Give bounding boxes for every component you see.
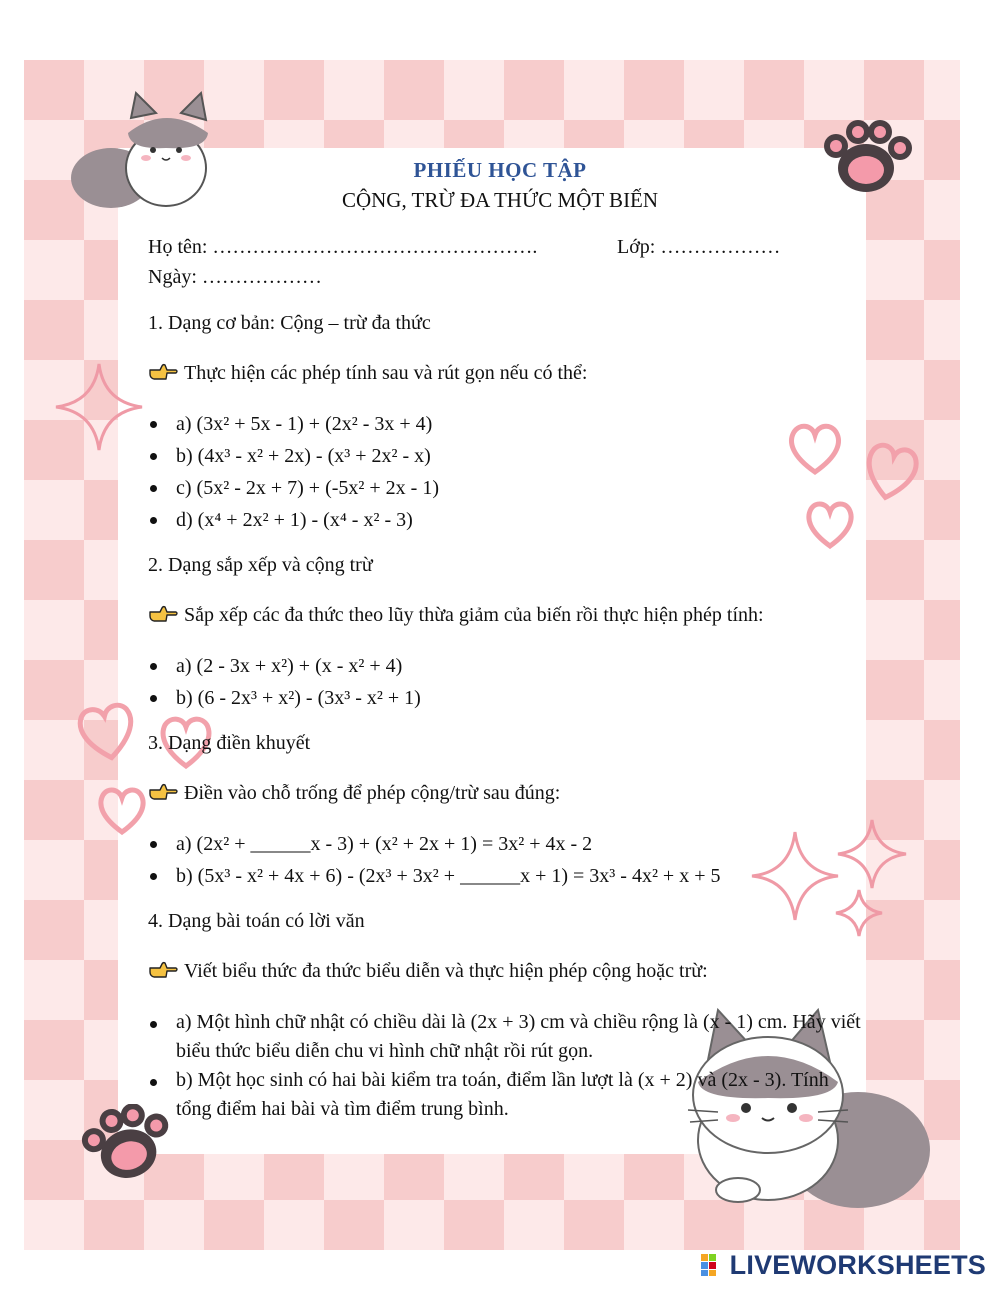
section-4-list — [148, 1008, 866, 1124]
section-1-list — [148, 408, 439, 536]
instruction-text: Điền vào chỗ trống để phép cộng/trừ sau đúng: — [184, 782, 561, 804]
section-2-list — [148, 650, 421, 714]
sparkle-small-icon — [836, 818, 908, 890]
section-2-instruction — [148, 604, 764, 627]
pointing-hand-icon — [148, 782, 178, 802]
liveworksheets-logo-icon — [700, 1252, 726, 1278]
section-4-instruction — [148, 960, 708, 983]
section-1-heading: 1. Dạng cơ bản: Cộng – trừ đa thức — [148, 312, 431, 334]
date-field-label: Ngày: ……………… — [148, 266, 322, 288]
list-item: b) (5x³ - x² + 4x + 6) - (2x³ + 3x² + ______x + 1) = 3x³ - 4x² + x + 5 — [148, 860, 721, 892]
instruction-text: Sắp xếp các đa thức theo lũy thừa giảm của biến rồi thực hiện phép tính: — [184, 604, 764, 626]
section-2-heading: 2. Dạng sắp xếp và cộng trừ — [148, 554, 373, 576]
section-4-heading: 4. Dạng bài toán có lời văn — [148, 910, 365, 932]
worksheet-subtitle: CỘNG, TRỪ ĐA THỨC MỘT BIẾN — [341, 188, 659, 212]
sparkle-tiny-icon — [834, 888, 884, 938]
instruction-text: Viết biểu thức đa thức biểu diễn và thực hiện phép cộng hoặc trừ: — [184, 960, 708, 982]
section-3-heading: 3. Dạng điền khuyết — [148, 732, 311, 754]
name-field-label: Họ tên: …………………………………………. — [148, 236, 538, 258]
list-item: a) (3x² + 5x - 1) + (2x² - 3x + 4) — [148, 408, 439, 440]
liveworksheets-brand — [700, 1250, 986, 1280]
section-1-instruction — [148, 362, 588, 385]
list-item: b) (4x³ - x² + 2x) - (x³ + 2x² - x) — [148, 440, 439, 472]
heart-icon — [862, 440, 920, 502]
worksheet-title: PHIẾU HỌC TẬP — [413, 158, 587, 182]
list-item: d) (x⁴ + 2x² + 1) - (x⁴ - x² - 3) — [148, 504, 439, 536]
class-field-label: Lớp: ……………… — [617, 236, 781, 258]
heart-icon — [76, 700, 138, 762]
sparkle-left-icon — [54, 362, 144, 452]
pointing-hand-icon — [148, 960, 178, 980]
heart-icon — [804, 498, 856, 550]
list-item: a) Một hình chữ nhật có chiều dài là (2x + 3) cm và chiều rộng là (x - 1) cm. Hãy viết biểu thức biểu diễn chu vi hình chữ nhật rồi rút gọn. — [148, 1008, 866, 1066]
list-item: c) (5x² - 2x + 7) + (-5x² + 2x - 1) — [148, 472, 439, 504]
pointing-hand-icon — [148, 362, 178, 382]
list-item: b) Một học sinh có hai bài kiểm tra toán, điểm lần lượt là (x + 2) và (2x - 3). Tính tổng điểm hai bài và tìm điểm trung bình. — [148, 1066, 866, 1124]
sparkle-large-icon — [750, 830, 840, 922]
list-item: b) (6 - 2x³ + x²) - (3x³ - x² + 1) — [148, 682, 421, 714]
instruction-text: Thực hiện các phép tính sau và rút gọn nếu có thể: — [184, 362, 588, 384]
list-item: a) (2x² + ______x - 3) + (x² + 2x + 1) = 3x² + 4x - 2 — [148, 828, 721, 860]
brand-text: LIVEWORKSHEETS — [729, 1249, 986, 1280]
heart-icon — [786, 420, 844, 476]
section-3-list — [148, 828, 721, 892]
section-3-instruction — [148, 782, 560, 805]
list-item: a) (2 - 3x + x²) + (x - x² + 4) — [148, 650, 421, 682]
pointing-hand-icon — [148, 604, 178, 624]
heart-icon — [96, 784, 148, 836]
